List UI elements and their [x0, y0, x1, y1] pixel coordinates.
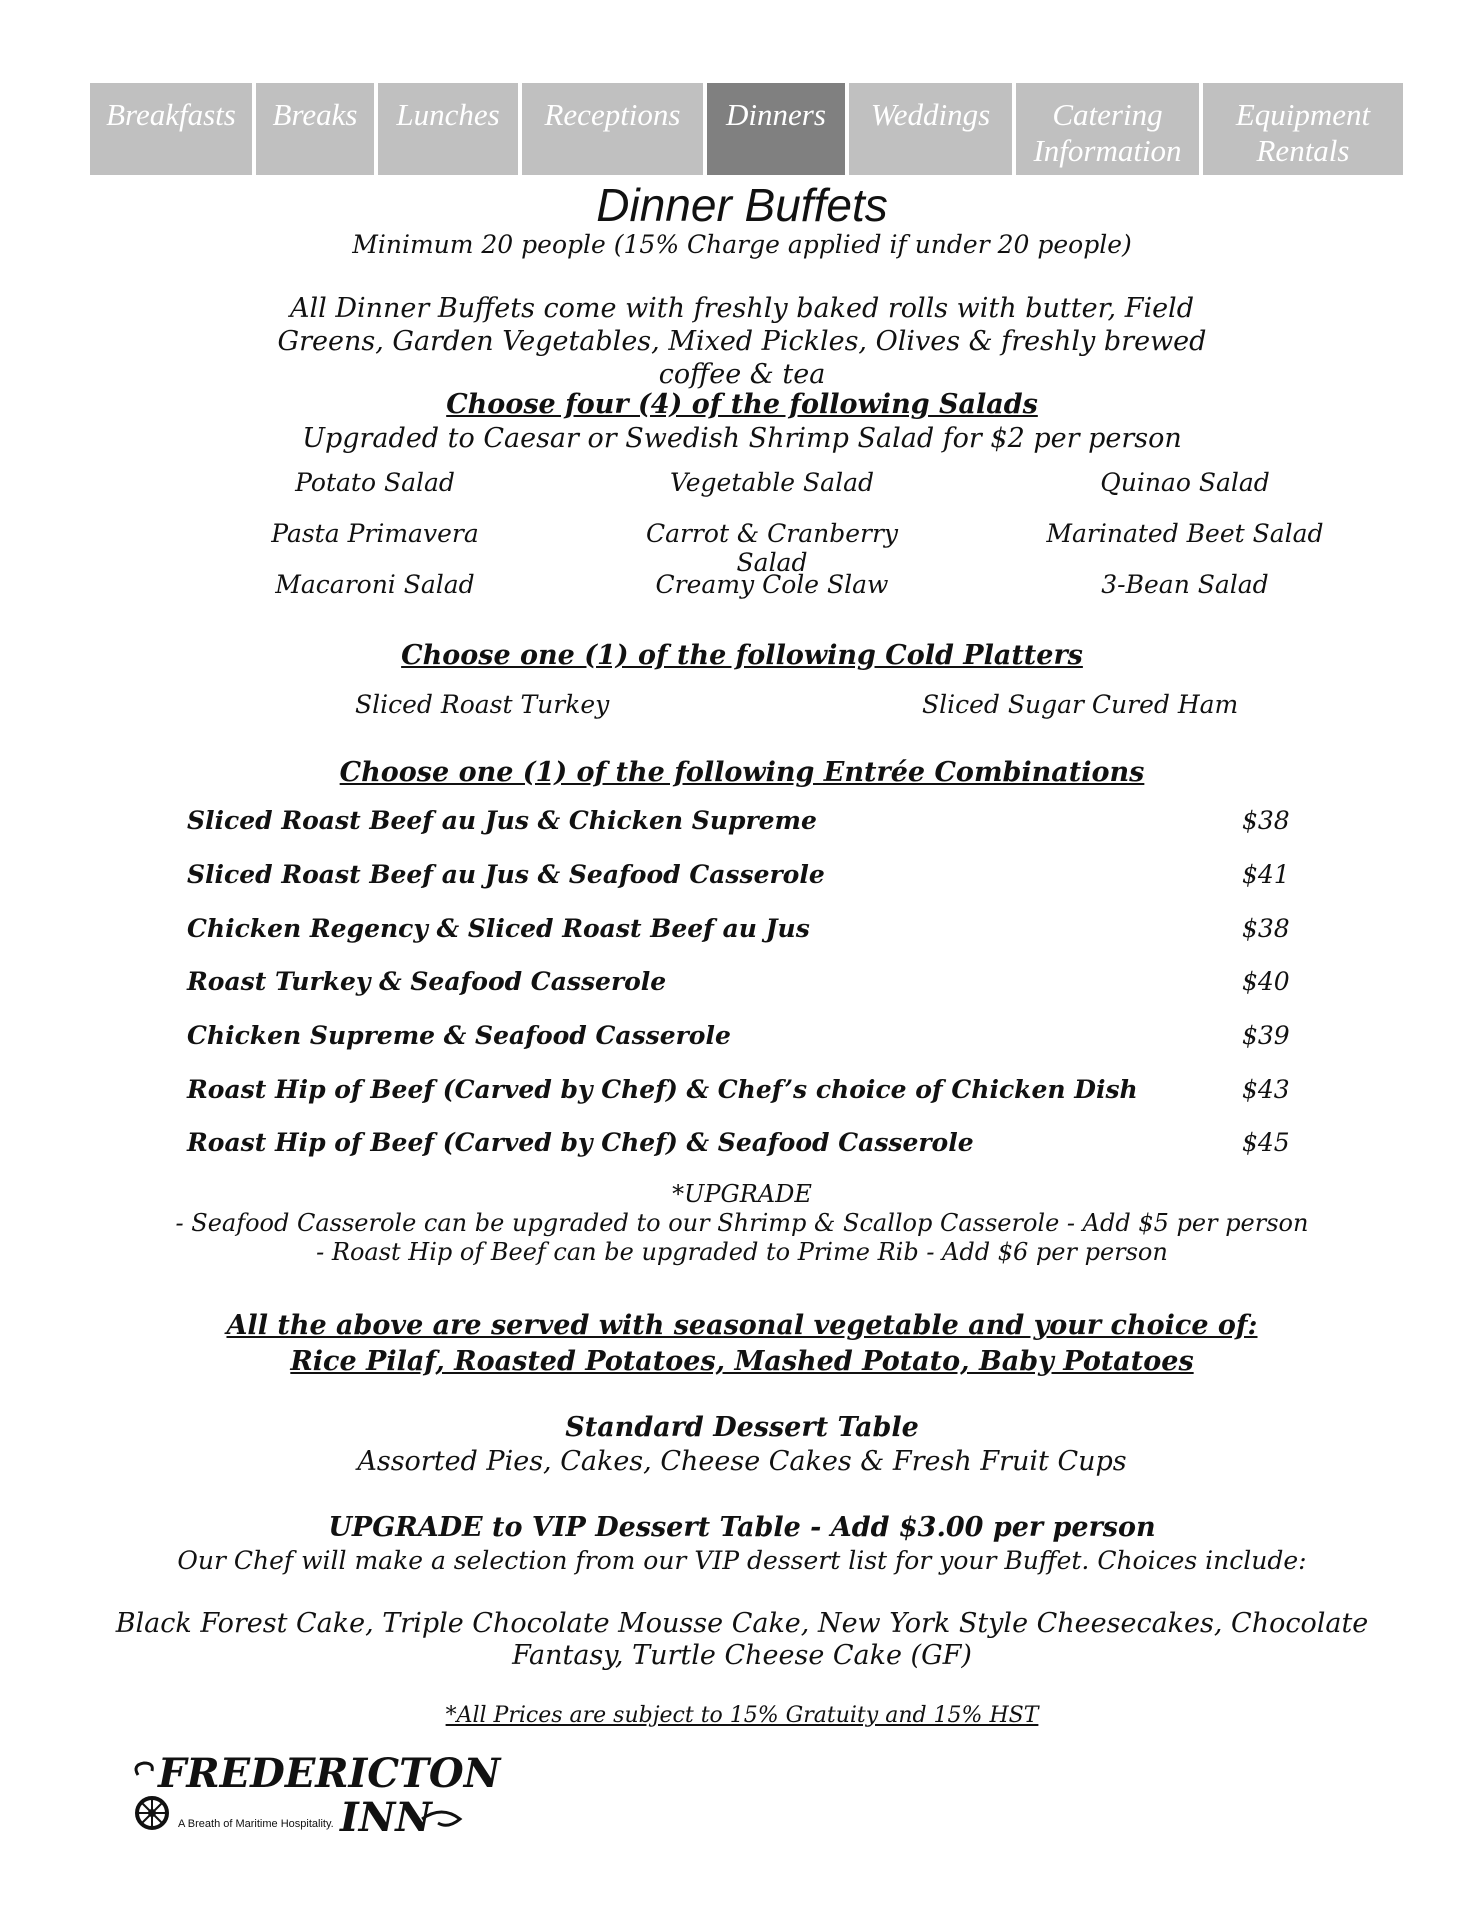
cold-platter-item: Sliced Roast Turkey	[355, 690, 610, 719]
salad-item: Carrot & Cranberry Salad	[645, 519, 899, 577]
salad-item: Potato Salad	[295, 468, 455, 497]
dessert-heading: Standard Dessert Table	[565, 1412, 919, 1443]
vip-dessert-note: Our Chef will make a selection from our VIP dessert list for your Buffet. Choices include:	[177, 1546, 1307, 1575]
tab-breaks[interactable]: Breaks	[256, 83, 374, 175]
dessert-items: Assorted Pies, Cakes, Cheese Cakes & Fresh Fruit Cups	[357, 1446, 1127, 1477]
tab-breakfasts[interactable]: Breakfasts	[90, 83, 252, 175]
vip-dessert-list: Black Forest Cake, Triple Chocolate Mousse Cake, New York Style Cheesecakes, Chocolate	[115, 1608, 1369, 1639]
svg-text:INN: INN	[340, 1794, 432, 1837]
salad-item: Creamy Cole Slaw	[655, 570, 889, 599]
nav-tabs	[90, 83, 1403, 175]
entree-row	[187, 860, 1290, 889]
entree-name: Roast Hip of Beef (Carved by Chef) & Seafood Casserole	[187, 1128, 974, 1157]
entree-name: Sliced Roast Beef au Jus & Seafood Casserole	[187, 860, 825, 889]
entree-price: $38	[1242, 806, 1290, 835]
entree-price: $39	[1242, 1021, 1290, 1050]
entree-row	[187, 1128, 1290, 1157]
vip-dessert-heading: UPGRADE to VIP Dessert Table - Add $3.00 per person	[328, 1512, 1156, 1543]
sides-line: Rice Pilaf, Roasted Potatoes, Mashed Potato, Baby Potatoes	[290, 1346, 1194, 1377]
entree-row	[187, 967, 1290, 996]
entree-price: $40	[1242, 967, 1290, 996]
entrees-heading: Choose one (1) of the following Entrée Combinations	[339, 757, 1145, 788]
fredericton-inn-logo	[130, 1745, 510, 1837]
salad-item: Macaroni Salad	[275, 570, 475, 599]
salads-heading: Choose four (4) of the following Salads	[446, 389, 1038, 420]
svg-text:FREDERICTON: FREDERICTON	[158, 1750, 501, 1797]
entree-name: Roast Turkey & Seafood Casserole	[187, 967, 667, 996]
entree-price: $38	[1242, 914, 1290, 943]
entree-name: Roast Hip of Beef (Carved by Chef) & Chef’s choice of Chicken Dish	[187, 1075, 1138, 1104]
entree-row	[187, 1075, 1290, 1104]
tab-equipment-rentals[interactable]: Equipment Rentals	[1203, 83, 1403, 175]
entree-name: Chicken Supreme & Seafood Casserole	[187, 1021, 731, 1050]
salad-item: Quinao Salad	[1100, 468, 1270, 497]
vip-dessert-list: Fantasy, Turtle Cheese Cake (GF)	[512, 1640, 972, 1671]
salad-item: Vegetable Salad	[670, 468, 874, 497]
entree-name: Sliced Roast Beef au Jus & Chicken Supreme	[187, 806, 817, 835]
entree-name: Chicken Regency & Sliced Roast Beef au Jus	[187, 914, 810, 943]
tab-lunches[interactable]: Lunches	[378, 83, 518, 175]
entree-price: $43	[1242, 1075, 1290, 1104]
page-subtitle: Minimum 20 people (15% Charge applied if under 20 people)	[352, 230, 1132, 259]
tab-dinners[interactable]: Dinners	[707, 83, 845, 175]
tab-catering-information[interactable]: Catering Information	[1016, 83, 1199, 175]
salad-item: Pasta Primavera	[271, 519, 479, 548]
sides-line: All the above are served with seasonal vegetable and your choice of:	[226, 1310, 1258, 1341]
salads-upgrade-note: Upgraded to Caesar or Swedish Shrimp Salad for $2 per person	[302, 423, 1182, 454]
salad-item: Marinated Beet Salad	[1046, 519, 1324, 548]
entree-price: $41	[1242, 860, 1290, 889]
page-title: Dinner Buffets	[596, 179, 888, 231]
logo-tagline: A Breath of Maritime Hospitality.	[178, 1818, 334, 1830]
upgrade-line: - Seafood Casserole can be upgraded to our Shrimp & Scallop Casserole - Add $5 per person	[175, 1209, 1309, 1237]
upgrade-line: - Roast Hip of Beef can be upgraded to Prime Rib - Add $6 per person	[316, 1238, 1168, 1266]
cold-platters-heading: Choose one (1) of the following Cold Platters	[401, 640, 1083, 671]
cold-platter-item: Sliced Sugar Cured Ham	[922, 690, 1239, 719]
upgrade-title: *UPGRADE	[672, 1180, 812, 1208]
entree-row	[187, 1021, 1290, 1050]
tab-weddings[interactable]: Weddings	[849, 83, 1012, 175]
pricing-note: *All Prices are subject to 15% Gratuity and 15% HST	[445, 1703, 1039, 1728]
entree-price: $45	[1242, 1128, 1290, 1157]
intro-text: All Dinner Buffets come with freshly baked rolls with butter, Field Greens, Garden Vegetables, Mixed Pickles, Olives & freshly brewed coffee & tea	[277, 293, 1207, 390]
entree-row	[187, 806, 1290, 835]
entree-row	[187, 914, 1290, 943]
salad-item: 3-Bean Salad	[1101, 570, 1269, 599]
tab-receptions[interactable]: Receptions	[522, 83, 703, 175]
